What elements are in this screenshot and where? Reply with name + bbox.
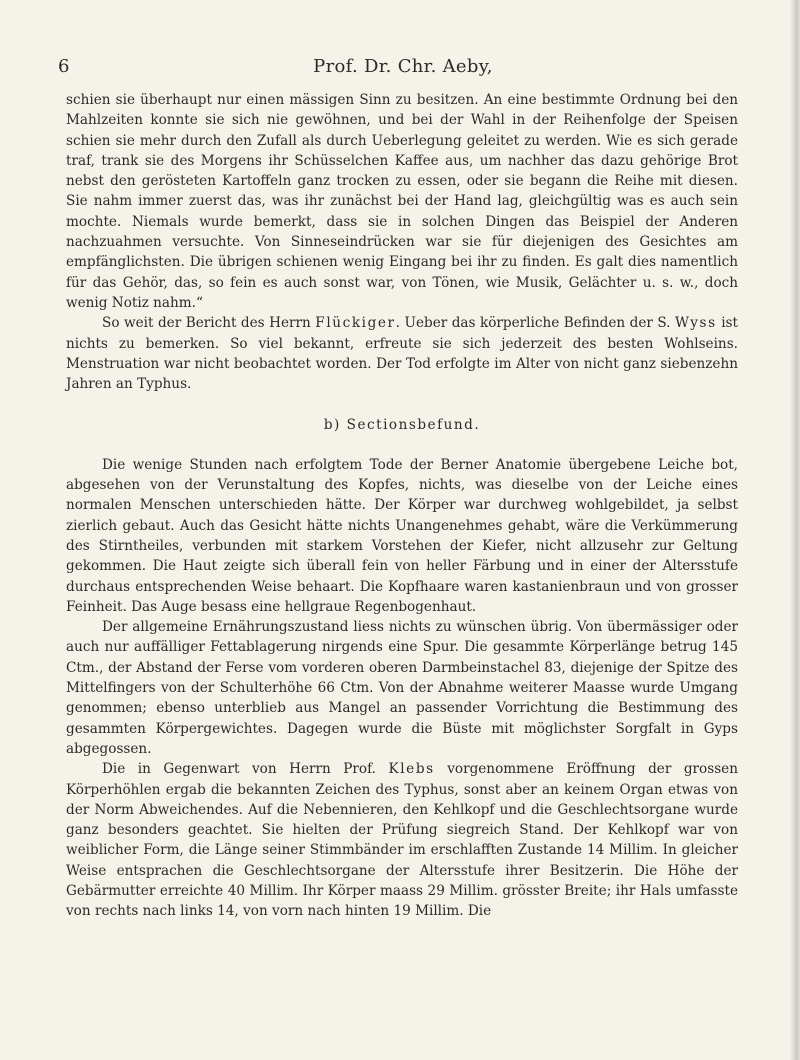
spaced-name: Wyss [675,315,717,332]
text-run: vorgenommene Eröffnung der grossen Körperhöhlen ergab die bekannten Zeichen des Typhus, sonst aber an keinem Organ etwas von der Norm Abweichendes. Auf die Nebennieren, den Kehlkopf und die Geschlechtsorgane wurde ganz besonders geachtet. Sie hielten der Prüfung siegreich Stand. Der Kehlkopf war von weiblicher Form, die Länge seiner Stimmbänder im erschlafften Zustande 14 Millim. In gleicher Weise entsprachen die Geschlechtsorgane der Altersstufe ihrer Besitzerin. Die Höhe der Gebärmutter erreichte 40 Millim. Ihr Körper maass 29 Millim. grösster Breite; ihr Hals umfasste von rechts nach links 14, von vorn nach hinten 19 Millim. Die [66,761,738,920]
text-run: schien sie überhaupt nur einen mässigen Sinn zu besitzen. An eine bestimmte Ordnung bei den Mahlzeiten konnte sie sich nie gewöhnen, und bei der Wahl in der Reihenfolge der Speisen schien sie mehr durch den Zufall als durch Ueberlegung geleitet zu werden. Wie es sich gerade traf, trank sie des Morgens ihr Schüsselchen Kaffee aus, um nachher das dazu gehörige Brot nebst den gerösteten Kartoffeln ganz trocken zu essen, oder sie begann die Reihe mit diesen. Sie nahm immer zuerst das, was ihr zunächst bei der Hand lag, gleichgültig was es auch sein mochte. Niemals wurde bemerkt, dass sie in solchen Dingen das Beispiel der Anderen nachzuahmen versuchte. Von Sinneseindrücken war sie für diejenigen des Gesichtes am empfänglichsten. Die übrigen schienen wenig Eingang bei ihr zu finden. Es galt dies namentlich für das Gehör, das, so fein es auch sonst war, von Tönen, wie Musik, Gelächter u. s. w., doch wenig Notiz nahm.“ [66,92,738,311]
paragraph [66,617,738,759]
running-title: Prof. Dr. Chr. Aeby, [313,56,493,77]
page-edge-shadow [790,0,800,1060]
text-run: ist nichts zu bemerken. So viel bekannt, erfreute sie sich jederzeit des besten Wohlseins. Menstruation war nicht beobachtet worden. Der Tod erfolgte im Alter von nicht ganz siebenzehn Jahren an Typhus. [66,315,738,393]
text-block-section [66,455,738,922]
page-number: 6 [58,56,70,77]
text-run: Die in Gegenwart von Herrn Prof. [102,761,389,778]
text-run: Die wenige Stunden nach erfolgtem Tode der Berner Anatomie übergebene Leiche bot, abgesehen von der Verunstaltung des Kopfes, nichts, was dieselbe von der Leiche eines normalen Menschen unterschieden hätte. Der Körper war durchweg wohlgebildet, ja selbst zierlich gebaut. Auch das Gesicht hätte nichts Unangenehmes gehabt, wäre die Verkümmerung des Stirntheiles, verbunden mit starkem Vorstehen der Kiefer, nicht allzusehr zur Geltung gekommen. Die Haut zeigte sich überall fein von heller Färbung und in einer der Altersstufe durchaus entsprechenden Weise behaart. Die Kopfhaare waren kastanienbraun und von grosser Feinheit. Das Auge besass eine hellgraue Regenbogenhaut. [66,456,738,615]
paragraph [66,455,738,617]
text-run: . Ueber das körperliche Befinden der S. [395,315,675,332]
section-heading: b) Sectionsbefund. [323,417,481,434]
paragraph [66,759,738,921]
text-run: So weit der Bericht des Herrn [102,315,316,332]
text-block-intro [66,90,738,394]
page-body [66,90,738,922]
paragraph [66,90,738,313]
spaced-name: Klebs [388,761,435,778]
spaced-name: Flückiger [315,315,396,332]
page-header [58,56,748,82]
text-run: Der allgemeine Ernährungszustand liess nichts zu wünschen übrig. Von übermässiger oder auch nur auffälliger Fettablagerung nirgends eine Spur. Die gesammte Körperlänge betrug 145 Ctm., der Abstand der Ferse vom vorderen oberen Darmbeinstachel 83, diejenige der Spitze des Mittelfingers von der Schulterhöhe 66 Ctm. Von der Abnahme weiterer Maasse wurde Umgang genommen; ebenso unterblieb aus Mangel an passender Vorrichtung die Bestimmung des gesammten Körpergewichtes. Dagegen wurde die Büste mit möglichster Sorgfalt in Gyps abgegossen. [66,619,738,757]
paragraph [66,313,738,394]
